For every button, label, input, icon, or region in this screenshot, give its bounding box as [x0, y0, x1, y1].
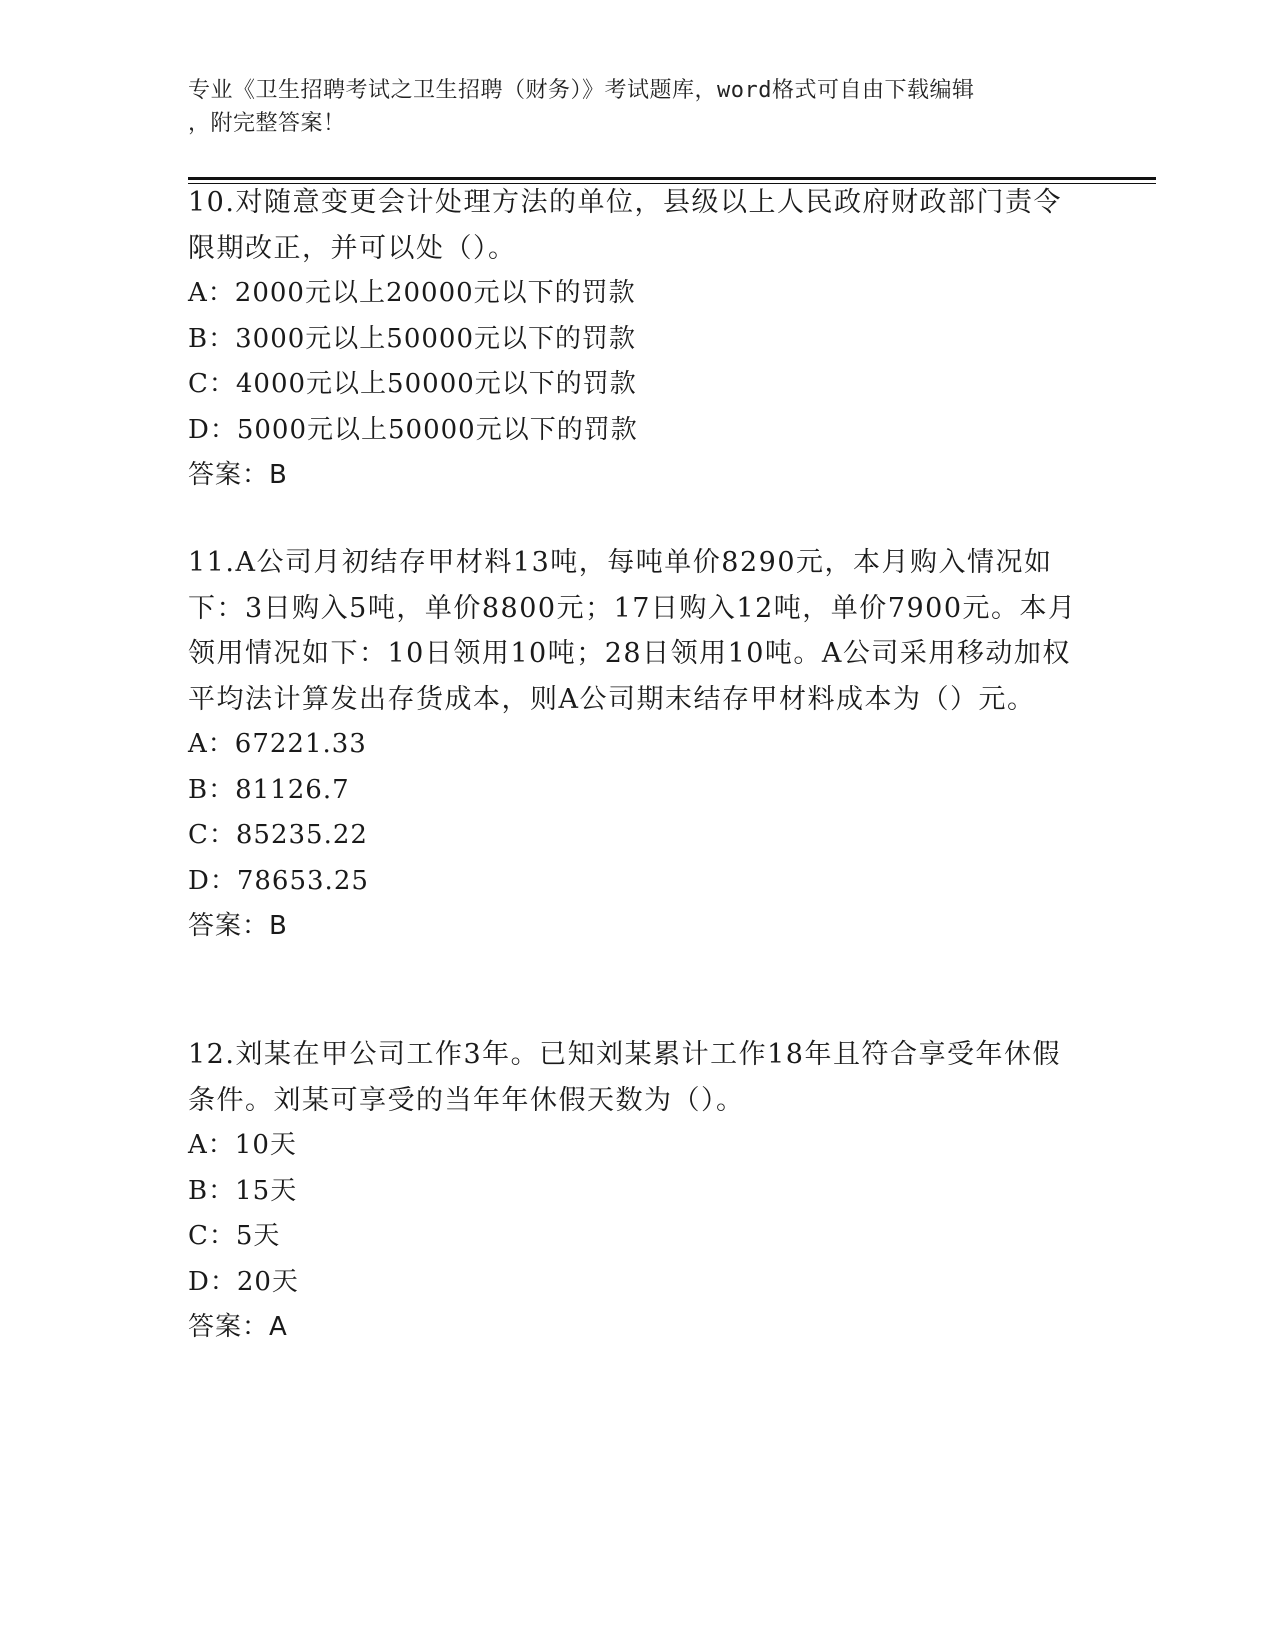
option-d: D：78653.25	[188, 865, 369, 896]
question-text: 11.A公司月初结存甲材料13吨，每吨单价8290元，本月购入情况如下：3日购入5吨，单价8800元；17日购入12吨，单价7900元。本月领用情况如下：10日领用10吨；28日领用10吨。A公司采用移动加权平均法计算发出存货成本，则A公司期末结存甲材料成本为（）元。	[188, 547, 1077, 715]
option-d: D：5000元以上50000元以下的罚款	[188, 414, 638, 445]
option-d: D：20天	[188, 1266, 299, 1297]
question-12	[188, 1032, 1088, 1351]
header-title-line-1: 专业《卫生招聘考试之卫生招聘（财务）》考试题库，word格式可自由下载编辑	[188, 78, 975, 103]
option-c: C：5天	[188, 1221, 281, 1251]
option-a: A：2000元以上20000元以下的罚款	[188, 278, 636, 308]
question-text: 12.刘某在甲公司工作3年。已知刘某累计工作18年且符合享受年休假条件。刘某可享受的当年年休假天数为（）。	[188, 1039, 1061, 1116]
answer: 答案：B	[188, 460, 288, 490]
option-b: B：3000元以上50000元以下的罚款	[188, 323, 636, 354]
option-a: A：67221.33	[188, 729, 367, 759]
answer: 答案：B	[188, 911, 288, 941]
option-b: B：81126.7	[188, 774, 350, 805]
question-11	[188, 540, 1088, 950]
option-b: B：15天	[188, 1175, 298, 1206]
document-header	[188, 74, 1068, 140]
option-c: C：4000元以上50000元以下的罚款	[188, 369, 637, 399]
question-10	[188, 180, 1088, 499]
option-a: A：10天	[188, 1130, 297, 1160]
header-title-line-2: ，附完整答案！	[188, 111, 346, 136]
option-c: C：85235.22	[188, 820, 368, 850]
answer: 答案：A	[188, 1312, 288, 1342]
question-text: 10.对随意变更会计处理方法的单位，县级以上人民政府财政部门责令限期改正，并可以处（）。	[188, 187, 1062, 264]
